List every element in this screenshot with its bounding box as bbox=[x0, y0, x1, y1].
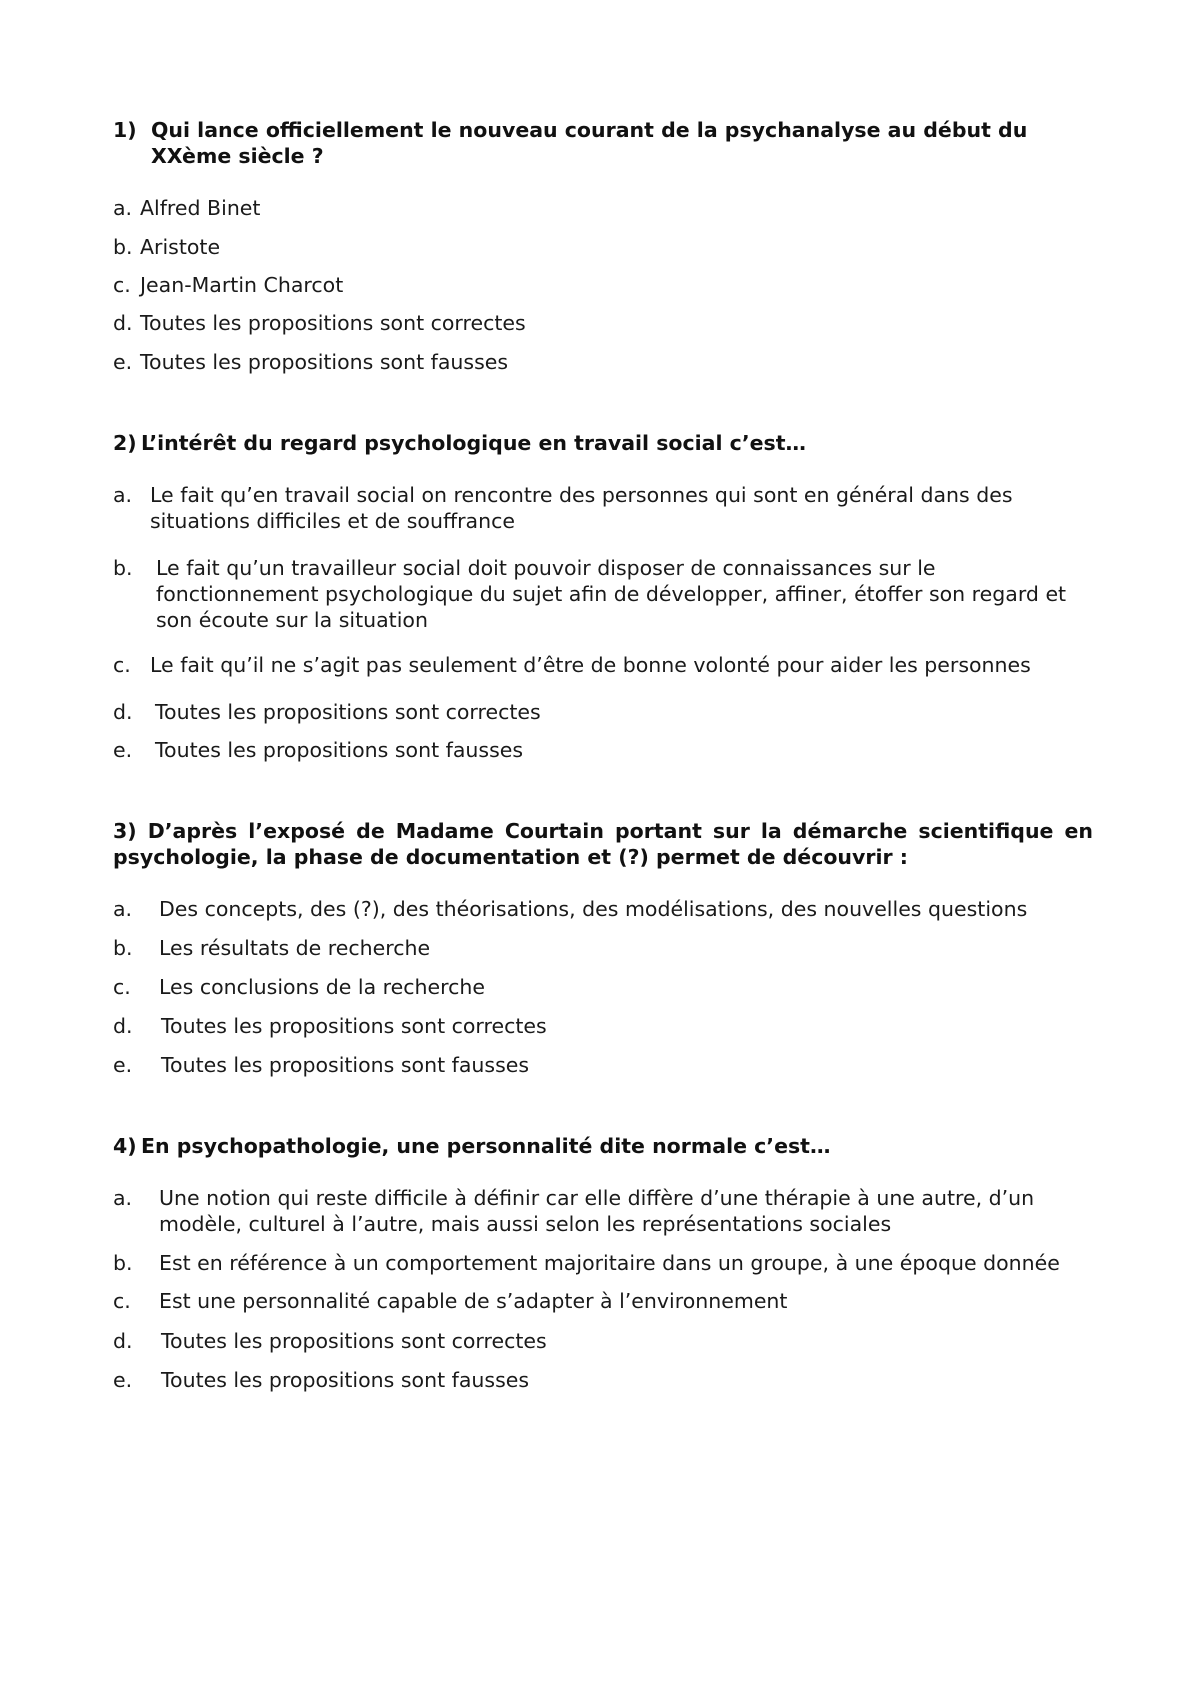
option-letter: d. bbox=[113, 311, 133, 335]
option-1e bbox=[113, 349, 1093, 375]
option-letter: d. bbox=[113, 700, 133, 724]
question-3 bbox=[113, 818, 1093, 870]
option-3c bbox=[113, 974, 1093, 1000]
option-text: Toutes les propositions sont correctes bbox=[140, 311, 526, 335]
option-letter: c. bbox=[113, 975, 131, 999]
option-letter: c. bbox=[113, 653, 131, 677]
option-3d bbox=[113, 1013, 1093, 1039]
option-text: Toutes les propositions sont fausses bbox=[161, 1368, 530, 1392]
option-4b bbox=[113, 1250, 1093, 1276]
option-4d bbox=[113, 1328, 1093, 1354]
option-3a bbox=[113, 896, 1093, 922]
option-letter: a. bbox=[113, 897, 133, 921]
question-2 bbox=[113, 430, 1093, 456]
option-letter: c. bbox=[113, 273, 131, 297]
option-text: Toutes les propositions sont correctes bbox=[161, 1014, 547, 1038]
option-text: Le fait qu’en travail social on rencontre des personnes qui sont en général dans des situations difficiles et de souffrance bbox=[150, 483, 1013, 533]
option-letter: b. bbox=[113, 556, 133, 580]
option-3b bbox=[113, 935, 1093, 961]
option-text: Toutes les propositions sont correctes bbox=[155, 700, 541, 724]
option-1d bbox=[113, 310, 1093, 336]
option-2e bbox=[113, 737, 1093, 763]
option-text: Toutes les propositions sont fausses bbox=[155, 738, 524, 762]
question-4 bbox=[113, 1133, 1093, 1159]
option-text: Le fait qu’un travailleur social doit pouvoir disposer de connaissances sur le fonctionnement psychologique du sujet afin de développer, affiner, étoffer son regard et son écoute sur la situation bbox=[156, 556, 1067, 632]
option-1b bbox=[113, 234, 1093, 260]
option-4a bbox=[113, 1185, 1093, 1237]
option-text: Toutes les propositions sont fausses bbox=[161, 1053, 530, 1077]
option-text: Est en référence à un comportement majoritaire dans un groupe, à une époque donnée bbox=[159, 1251, 1060, 1275]
option-letter: d. bbox=[113, 1329, 133, 1353]
option-text: Toutes les propositions sont correctes bbox=[161, 1329, 547, 1353]
option-letter: b. bbox=[113, 235, 133, 259]
option-text: Des concepts, des (?), des théorisations, des modélisations, des nouvelles questions bbox=[159, 897, 1028, 921]
option-text: Est une personnalité capable de s’adapter à l’environnement bbox=[159, 1289, 788, 1313]
option-text: Le fait qu’il ne s’agit pas seulement d’être de bonne volonté pour aider les personnes bbox=[150, 653, 1031, 677]
option-letter: e. bbox=[113, 1053, 133, 1077]
question-number: 4) bbox=[113, 1134, 137, 1158]
question-text: L’intérêt du regard psychologique en travail social c’est… bbox=[141, 431, 807, 455]
option-letter: a. bbox=[113, 483, 133, 507]
question-number: 3) bbox=[113, 819, 137, 843]
option-letter: b. bbox=[113, 1251, 133, 1275]
option-2c bbox=[113, 652, 1093, 678]
option-1a bbox=[113, 195, 1093, 221]
option-4e bbox=[113, 1367, 1093, 1393]
option-letter: e. bbox=[113, 350, 133, 374]
option-text: Les conclusions de la recherche bbox=[159, 975, 485, 999]
option-text: Toutes les propositions sont fausses bbox=[140, 350, 509, 374]
option-4c bbox=[113, 1288, 1093, 1314]
question-number: 2) bbox=[113, 431, 137, 455]
option-text: Une notion qui reste difficile à définir car elle diffère d’une thérapie à une autre, d’un modèle, culturel à l’autre, mais aussi selon les représentations sociales bbox=[159, 1186, 1035, 1236]
option-1c bbox=[113, 272, 1093, 298]
option-letter: b. bbox=[113, 936, 133, 960]
option-text: Les résultats de recherche bbox=[159, 936, 431, 960]
question-text: Qui lance officiellement le nouveau courant de la psychanalyse au début du XXème siècle ? bbox=[151, 118, 1028, 168]
option-letter: a. bbox=[113, 196, 133, 220]
question-text: 3) D’après l’exposé de Madame Courtain portant sur la démarche scientifique en psychologie, la phase de documentation et (?) permet de découvrir : bbox=[113, 819, 1093, 869]
option-letter: e. bbox=[113, 1368, 133, 1392]
option-text: Aristote bbox=[140, 235, 221, 259]
option-3e bbox=[113, 1052, 1093, 1078]
question-text: En psychopathologie, une personnalité dite normale c’est… bbox=[141, 1134, 831, 1158]
option-text: Alfred Binet bbox=[140, 196, 261, 220]
option-text: Jean-Martin Charcot bbox=[140, 273, 344, 297]
option-2b bbox=[113, 555, 1093, 633]
question-1 bbox=[113, 117, 1093, 169]
option-2d bbox=[113, 699, 1093, 725]
option-letter: d. bbox=[113, 1014, 133, 1038]
option-2a bbox=[113, 482, 1093, 534]
option-letter: c. bbox=[113, 1289, 131, 1313]
option-letter: a. bbox=[113, 1186, 133, 1210]
question-number: 1) bbox=[113, 118, 137, 142]
option-letter: e. bbox=[113, 738, 133, 762]
